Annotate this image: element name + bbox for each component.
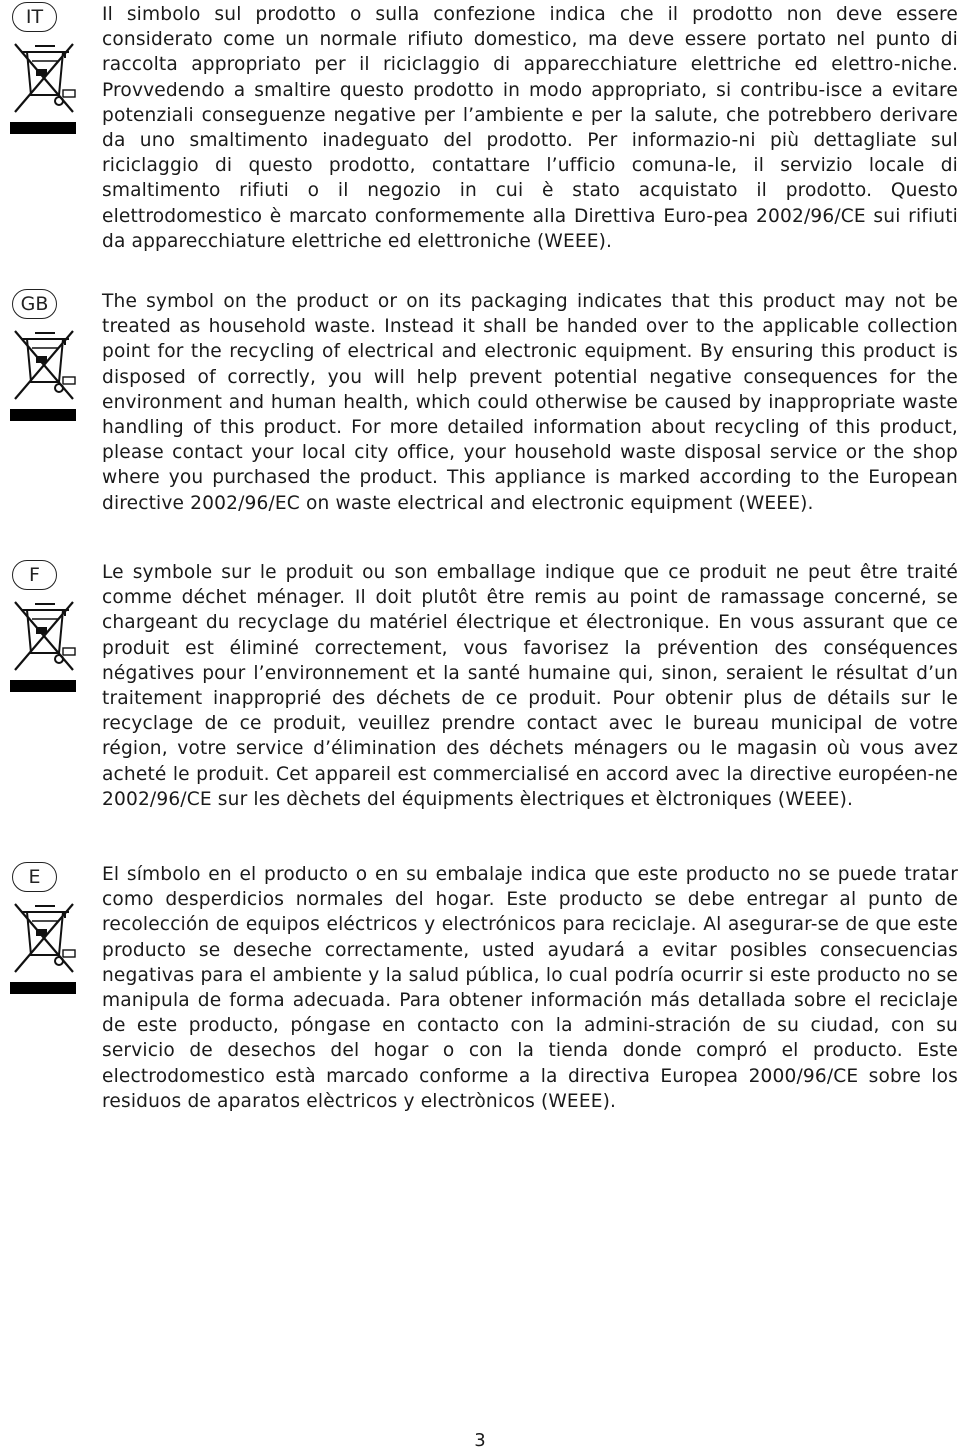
black-bar: [10, 982, 76, 994]
disposal-text-f: Le symbole sur le produit ou son emballage indique que ce produit ne peut être traité comme déchet ménager. Il doit plutôt être remis au point de ramassage concerné, se chargeant du recyclage du matériel électrique et électronique. En vous assurant que ce produit est éliminé correctement, vous favorisez la prévention des conséquences négatives pour l’environnement et la santé humaine qui, sinon, seraient le résultat d’un traitement inapproprié des déchets de ce produit. Pour obtenir plus de détails sur le recyclage de ce produit, veuillez prendre contact avec le bureau municipal de votre région, votre service d’élimination des déchets ménagers ou le magasin où vous avez acheté le produit. Cet appareil est commercialisé en accord avec la directive européen-ne 2002/96/CE sur les dèchets del équipments èlectriques et èlctroniques (WEEE).: [102, 562, 958, 810]
crossed-out-wheelie-bin-icon: [12, 39, 78, 117]
black-bar: [10, 409, 76, 421]
black-bar: [10, 680, 76, 692]
crossed-out-wheelie-bin-icon: [12, 597, 78, 675]
section-e-sidebar: [10, 862, 76, 994]
crossed-out-wheelie-bin-icon: [12, 899, 78, 977]
section-f-sidebar: [10, 560, 76, 692]
section-gb-sidebar: [10, 289, 76, 421]
black-bar: [10, 122, 76, 134]
page-number: 3: [474, 1430, 486, 1451]
disposal-text-it: Il simbolo sul prodotto o sulla confezione indica che il prodotto non deve essere considerato come un normale rifiuto domestico, ma deve essere portato nel punto di raccolta appropriato per il riciclaggio di apparecchiature elettriche ed elettro-niche. Provvedendo a smaltire questo prodotto in modo appropriato, si contribu-isce a evitare potenziali conseguenze negative per l’ambiente e per la salute, che potrebbero derivare da uno smaltimento inadeguato del prodotto. Per informazio-ni più dettagliate sul riciclaggio di questo prodotto, contattare l’ufficio comuna-le, il servizio locale di smaltimento rifiuti o il negozio in cui è stato acquistato il prodotto. Questo elettrodomestico è marcato conformemente alla Direttiva Euro-pea 2002/96/CE sui rifiuti da apparecchiature elettriche ed elettroniche (WEEE).: [102, 4, 958, 252]
language-badge-gb: GB: [12, 289, 57, 319]
language-badge-e: E: [12, 862, 57, 892]
language-badge-f: F: [12, 560, 57, 590]
disposal-text-e: El símbolo en el producto o en su embalaje indica que este producto no se puede tratar como desperdicios normales del hogar. Este producto se debe entregar al punto de recolección de equipos eléctricos y electrónicos para reciclaje. Al asegurar-se de que este producto se deseche correctamente, usted ayudará a evitar posibles consecuencias negativas para el ambiente y la salud pública, lo cual podría ocurrir si este producto no se manipula de forma adecuada. Para obtener información más detallada sobre el reciclaje de este producto, póngase en contacto con la admini-stración de su ciudad, con su servicio de desechos del hogar o con la tienda donde compró el producto. Este electrodomestico està marcado conforme a la directiva Europea 2000/96/CE sobre los residuos de aparatos elèctricos y electrònicos (WEEE).: [102, 864, 958, 1112]
language-badge-it: IT: [12, 2, 57, 32]
disposal-text-gb: The symbol on the product or on its packaging indicates that this product may not be treated as household waste. Instead it shall be handed over to the applicable collection point for the recycling of electrical and electronic equipment. By ensuring this product is disposed of correctly, you will help prevent potential negative consequences for the environment and human health, which could otherwise be caused by inappropriate waste handling of this product. For more detailed information about recycling of this product, please contact your local city office, your household waste disposal service or the shop where you purchased the product. This appliance is marked according to the European directive 2002/96/EC on waste electrical and electronic equipment (WEEE).: [102, 291, 958, 514]
section-it-sidebar: [10, 2, 76, 134]
crossed-out-wheelie-bin-icon: [12, 326, 78, 404]
